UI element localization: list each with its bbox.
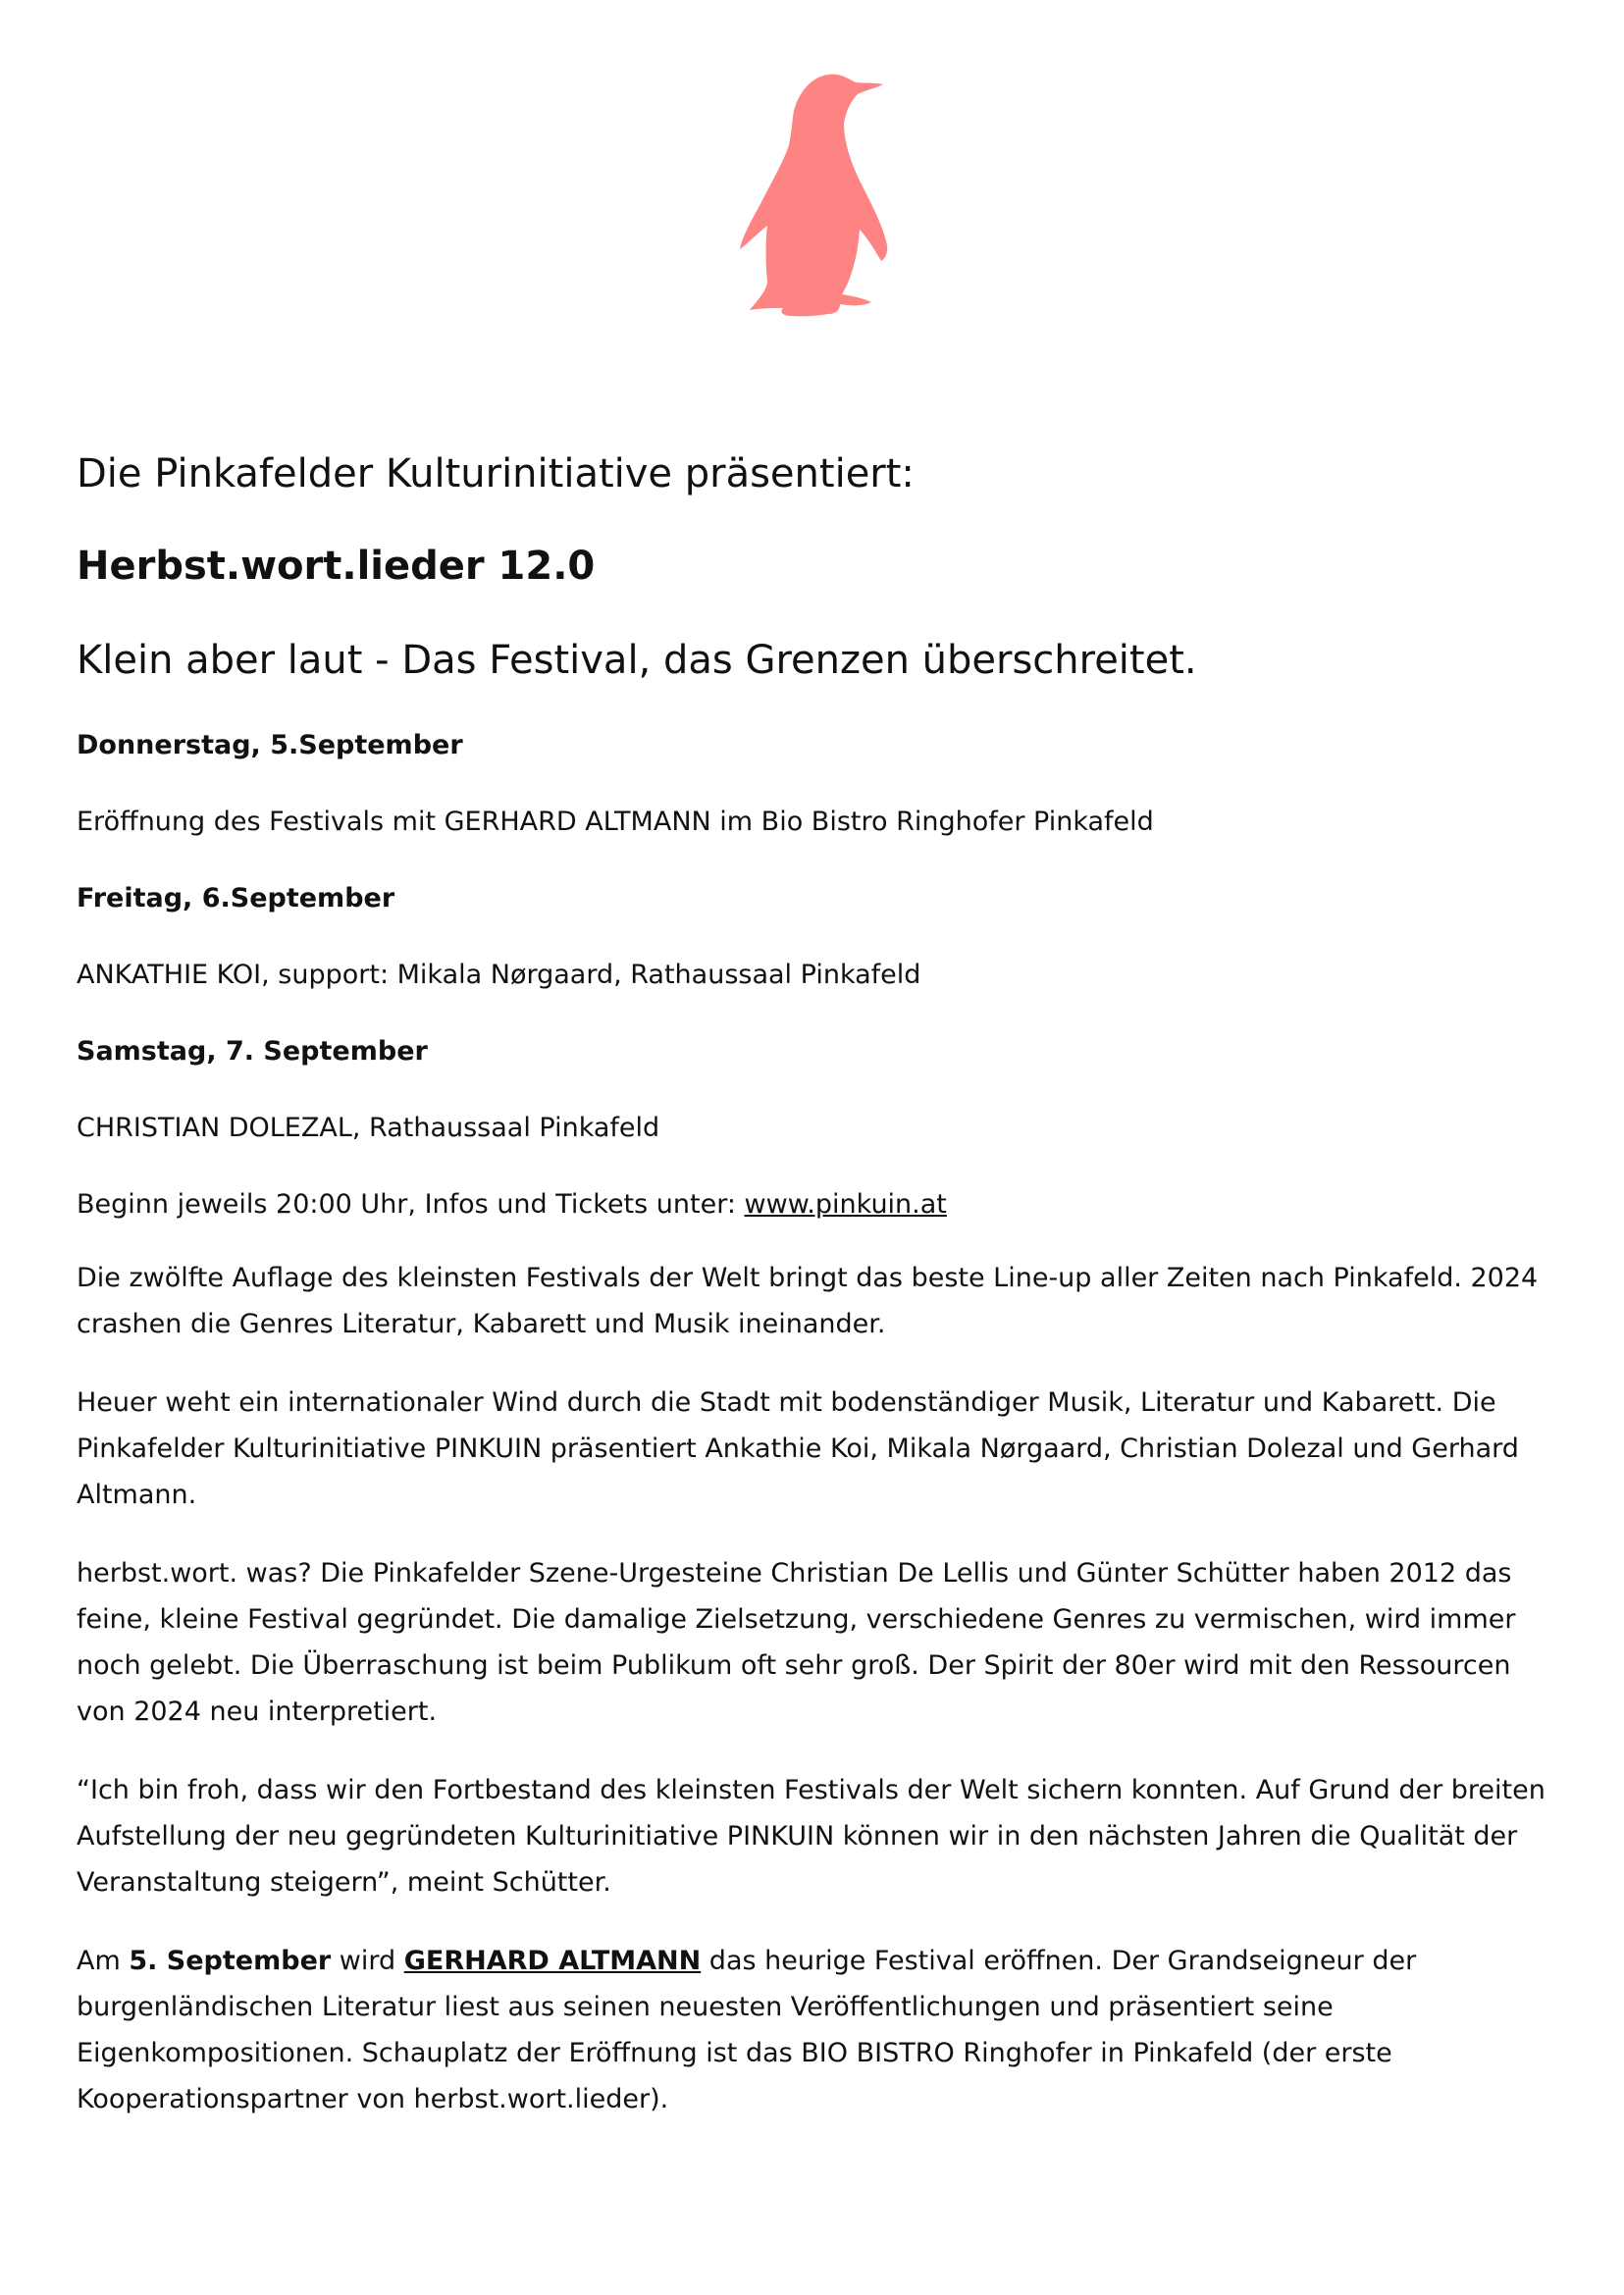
body-paragraph: Heuer weht ein internationaler Wind durch die Stadt mit bodenständiger Musik, Literatur und Kabarett. Die Pinkafelder Kulturinitiative PINKUIN präsentiert Ankathie Koi, Mikala Nørgaard, Christian Dolezal und Gerhard Altmann. bbox=[77, 1387, 1519, 1510]
penguin-logo-icon bbox=[738, 69, 895, 334]
body-paragraph: herbst.wort. was? Die Pinkafelder Szene-Urgesteine Christian De Lellis und Günter Schütter haben 2012 das feine, kleine Festival gegründet. Die damalige Zielsetzung, verschiedene Genres zu vermischen, wird immer noch gelebt. Die Überraschung ist beim Publikum oft sehr groß. Der Spirit der 80er wird mit den Ressourcen von 2024 neu interpretiert. bbox=[77, 1558, 1516, 1727]
schedule-day: Freitag, 6.September bbox=[77, 883, 395, 913]
opening-date: 5. September bbox=[129, 1946, 332, 1976]
schedule-event: CHRISTIAN DOLEZAL, Rathaussaal Pinkafeld bbox=[77, 1113, 660, 1143]
page-title: Herbst.wort.lieder 12.0 bbox=[77, 544, 596, 589]
text-segment: das heurige Festival eröffnen. Der Grandseigneur der burgenländischen Literatur liest aus seinen neuesten Veröffentlichungen und präsentiert seine Eigenkompositionen. Schauplatz der Eröffnung ist das BIO BISTRO Ringhofer in Pinkafeld (der erste Kooperationspartner von herbst.wort.lieder). bbox=[77, 1946, 1417, 2114]
website-link[interactable]: www.pinkuin.at bbox=[744, 1189, 947, 1220]
schedule-event: ANKATHIE KOI, support: Mikala Nørgaard, Rathaussaal Pinkafeld bbox=[77, 960, 921, 990]
body-paragraph: Die zwölfte Auflage des kleinsten Festivals der Welt bringt das beste Line-up aller Zeiten nach Pinkafeld. 2024 crashen die Genres Literatur, Kabarett und Musik ineinander. bbox=[77, 1263, 1539, 1339]
ticket-info bbox=[77, 1187, 1558, 1223]
schedule bbox=[77, 728, 1558, 1146]
schedule-day: Samstag, 7. September bbox=[77, 1036, 428, 1067]
schedule-event: Eröffnung des Festivals mit GERHARD ALTMANN im Bio Bistro Ringhofer Pinkafeld bbox=[77, 807, 1154, 837]
text-segment: Am bbox=[77, 1946, 130, 1976]
page-subtitle: Klein aber laut - Das Festival, das Grenzen überschreitet. bbox=[77, 638, 1197, 683]
body-paragraph bbox=[77, 1938, 1558, 2122]
schedule-day: Donnerstag, 5.September bbox=[77, 730, 463, 760]
text-segment: wird bbox=[331, 1946, 404, 1976]
press-release bbox=[77, 449, 1558, 2122]
artist-link[interactable]: GERHARD ALTMANN bbox=[403, 1946, 702, 1976]
presenter-line: Die Pinkafelder Kulturinitiative präsentiert: bbox=[77, 451, 915, 496]
quote-paragraph: “Ich bin froh, dass wir den Fortbestand des kleinsten Festivals der Welt sichern konnten. Auf Grund der breiten Aufstellung der neu gegründeten Kulturinitiative PINKUIN können wir in den nächsten Jahren die Qualität der Veranstaltung steigern”, meint Schütter. bbox=[77, 1775, 1545, 1898]
ticket-info-text: Beginn jeweils 20:00 Uhr, Infos und Tickets unter: bbox=[77, 1189, 745, 1220]
penguin-silhouette bbox=[740, 75, 887, 317]
